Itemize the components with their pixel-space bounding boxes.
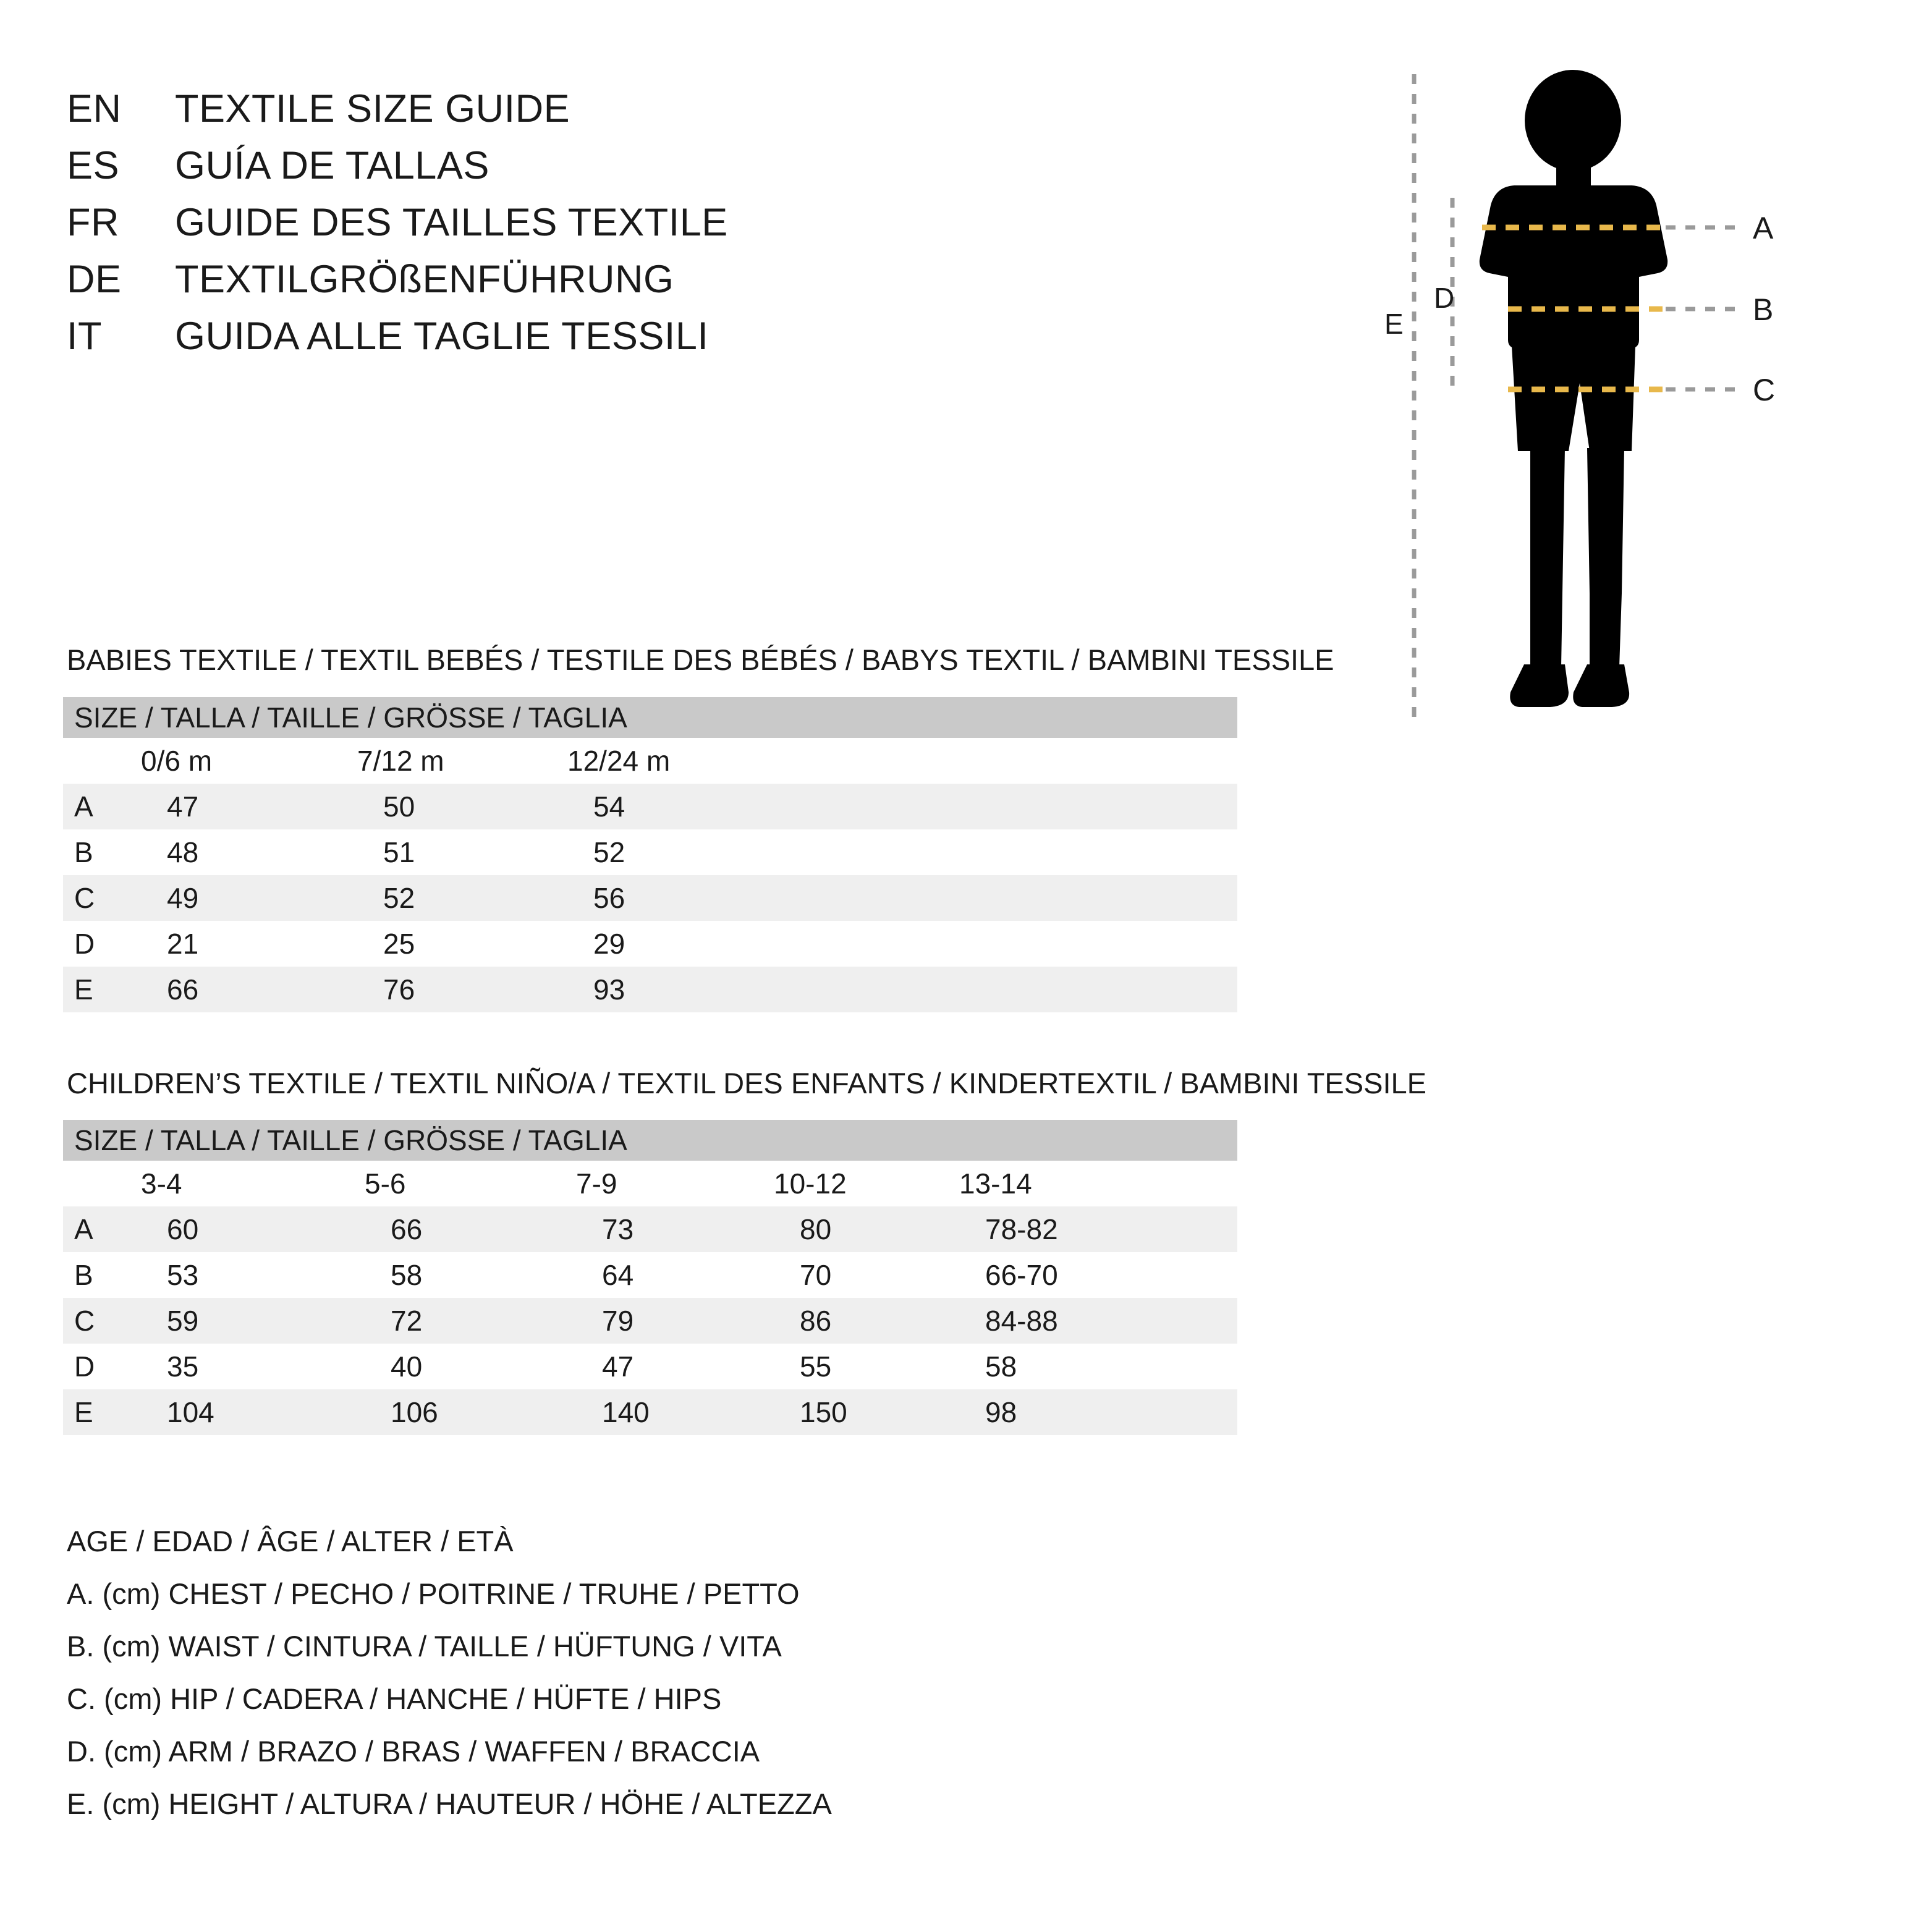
figure-label-e: E <box>1384 308 1404 340</box>
babies-b-2: 52 <box>567 829 1237 875</box>
children-d-4: 58 <box>959 1344 1237 1389</box>
title-row-en <box>67 87 1241 143</box>
children-row-label-a: A <box>63 1206 141 1252</box>
title-text-es: GUÍA DE TALLAS <box>175 144 489 187</box>
title-row-fr <box>67 200 1241 257</box>
children-d-1: 40 <box>365 1344 576 1389</box>
children-e-3: 150 <box>774 1389 959 1435</box>
children-col-1: 5-6 <box>365 1161 576 1206</box>
children-col-2: 7-9 <box>576 1161 774 1206</box>
title-text-de: TEXTILGRÖßENFÜHRUNG <box>175 258 674 301</box>
title-text-it: GUIDA ALLE TAGLIE TESSILI <box>175 315 709 358</box>
babies-row-label-a: A <box>63 784 141 829</box>
title-lang-es: ES <box>67 144 120 187</box>
children-row-label-e: E <box>63 1389 141 1435</box>
babies-e-2: 93 <box>567 967 1237 1012</box>
children-e-2: 140 <box>576 1389 774 1435</box>
children-a-3: 80 <box>774 1206 959 1252</box>
children-c-2: 79 <box>576 1298 774 1344</box>
title-text-fr: GUIDE DES TAILLES TEXTILE <box>175 201 728 244</box>
babies-row-label-e: E <box>63 967 141 1012</box>
babies-col-2: 12/24 m <box>567 738 1237 784</box>
table-row <box>63 921 1237 967</box>
babies-band-row <box>63 697 1237 738</box>
child-silhouette-icon <box>1480 70 1667 707</box>
children-e-4: 98 <box>959 1389 1237 1435</box>
table-row <box>63 829 1237 875</box>
children-b-4: 66-70 <box>959 1252 1237 1298</box>
title-row-it <box>67 314 1241 371</box>
children-col-0: 3-4 <box>141 1161 365 1206</box>
table-row <box>63 967 1237 1012</box>
babies-e-0: 66 <box>141 967 357 1012</box>
children-a-1: 66 <box>365 1206 576 1252</box>
babies-b-0: 48 <box>141 829 357 875</box>
children-col-3: 10-12 <box>774 1161 959 1206</box>
babies-d-2: 29 <box>567 921 1237 967</box>
children-b-1: 58 <box>365 1252 576 1298</box>
babies-corner-cell <box>63 738 141 784</box>
babies-d-1: 25 <box>357 921 567 967</box>
figure-label-b: B <box>1753 292 1774 327</box>
babies-row-label-c: C <box>63 875 141 921</box>
children-band-label: SIZE / TALLA / TAILLE / GRÖSSE / TAGLIA <box>63 1120 1237 1161</box>
title-row-de <box>67 257 1241 314</box>
table-row <box>63 1252 1237 1298</box>
children-c-4: 84-88 <box>959 1298 1237 1344</box>
children-row-label-c: C <box>63 1298 141 1344</box>
title-lang-de: DE <box>67 258 122 301</box>
legend-line-d: D. (cm) ARM / BRAZO / BRAS / WAFFEN / BRACCIA <box>67 1735 760 1768</box>
legend-line-a: A. (cm) CHEST / PECHO / POITRINE / TRUHE / PETTO <box>67 1577 800 1610</box>
babies-a-0: 47 <box>141 784 357 829</box>
table-row <box>63 1206 1237 1252</box>
figure-label-c: C <box>1753 373 1776 407</box>
children-e-0: 104 <box>141 1389 365 1435</box>
children-d-3: 55 <box>774 1344 959 1389</box>
children-col-4: 13-14 <box>959 1161 1237 1206</box>
table-row <box>63 784 1237 829</box>
legend-line-b: B. (cm) WAIST / CINTURA / TAILLE / HÜFTUNG / VITA <box>67 1630 782 1663</box>
legend-title: AGE / EDAD / ÂGE / ALTER / ETÀ <box>67 1525 514 1557</box>
figure-label-d: D <box>1434 282 1455 314</box>
children-b-0: 53 <box>141 1252 365 1298</box>
children-section-heading: CHILDREN’S TEXTILE / TEXTIL NIÑO/A / TEXTIL DES ENFANTS / KINDERTEXTIL / BAMBINI TESSILE <box>67 1067 1427 1099</box>
children-a-2: 73 <box>576 1206 774 1252</box>
title-lang-fr: FR <box>67 201 119 244</box>
children-column-header-row <box>63 1161 1237 1206</box>
babies-column-header-row <box>63 738 1237 784</box>
table-row <box>63 1298 1237 1344</box>
children-c-0: 59 <box>141 1298 365 1344</box>
children-d-0: 35 <box>141 1344 365 1389</box>
children-c-3: 86 <box>774 1298 959 1344</box>
babies-table <box>63 697 1237 1012</box>
children-e-1: 106 <box>365 1389 576 1435</box>
title-row-es <box>67 143 1241 200</box>
measurement-figure <box>1384 74 1891 760</box>
children-b-2: 64 <box>576 1252 774 1298</box>
title-lang-it: IT <box>67 315 102 358</box>
children-a-4: 78-82 <box>959 1206 1237 1252</box>
children-corner-cell <box>63 1161 141 1206</box>
figure-label-a: A <box>1753 211 1774 245</box>
babies-a-2: 54 <box>567 784 1237 829</box>
children-c-1: 72 <box>365 1298 576 1344</box>
children-a-0: 60 <box>141 1206 365 1252</box>
babies-band-label: SIZE / TALLA / TAILLE / GRÖSSE / TAGLIA <box>63 697 1237 738</box>
babies-col-0: 0/6 m <box>141 738 357 784</box>
table-row <box>63 875 1237 921</box>
babies-row-label-d: D <box>63 921 141 967</box>
title-lang-en: EN <box>67 87 122 130</box>
babies-a-1: 50 <box>357 784 567 829</box>
children-band-row <box>63 1120 1237 1161</box>
babies-b-1: 51 <box>357 829 567 875</box>
table-row <box>63 1344 1237 1389</box>
legend-line-e: E. (cm) HEIGHT / ALTURA / HAUTEUR / HÖHE / ALTEZZA <box>67 1787 832 1820</box>
babies-c-1: 52 <box>357 875 567 921</box>
babies-row-label-b: B <box>63 829 141 875</box>
babies-c-2: 56 <box>567 875 1237 921</box>
table-row <box>63 1389 1237 1435</box>
children-row-label-d: D <box>63 1344 141 1389</box>
children-row-label-b: B <box>63 1252 141 1298</box>
legend-line-c: C. (cm) HIP / CADERA / HANCHE / HÜFTE / HIPS <box>67 1682 722 1715</box>
babies-section-heading: BABIES TEXTILE / TEXTIL BEBÉS / TESTILE DES BÉBÉS / BABYS TEXTIL / BAMBINI TESSILE <box>67 643 1334 676</box>
legend-block <box>67 1527 1303 1842</box>
children-d-2: 47 <box>576 1344 774 1389</box>
children-b-3: 70 <box>774 1252 959 1298</box>
babies-e-1: 76 <box>357 967 567 1012</box>
title-text-en: TEXTILE SIZE GUIDE <box>175 87 570 130</box>
babies-col-1: 7/12 m <box>357 738 567 784</box>
title-block <box>67 87 1241 371</box>
babies-d-0: 21 <box>141 921 357 967</box>
children-table <box>63 1120 1237 1435</box>
babies-c-0: 49 <box>141 875 357 921</box>
